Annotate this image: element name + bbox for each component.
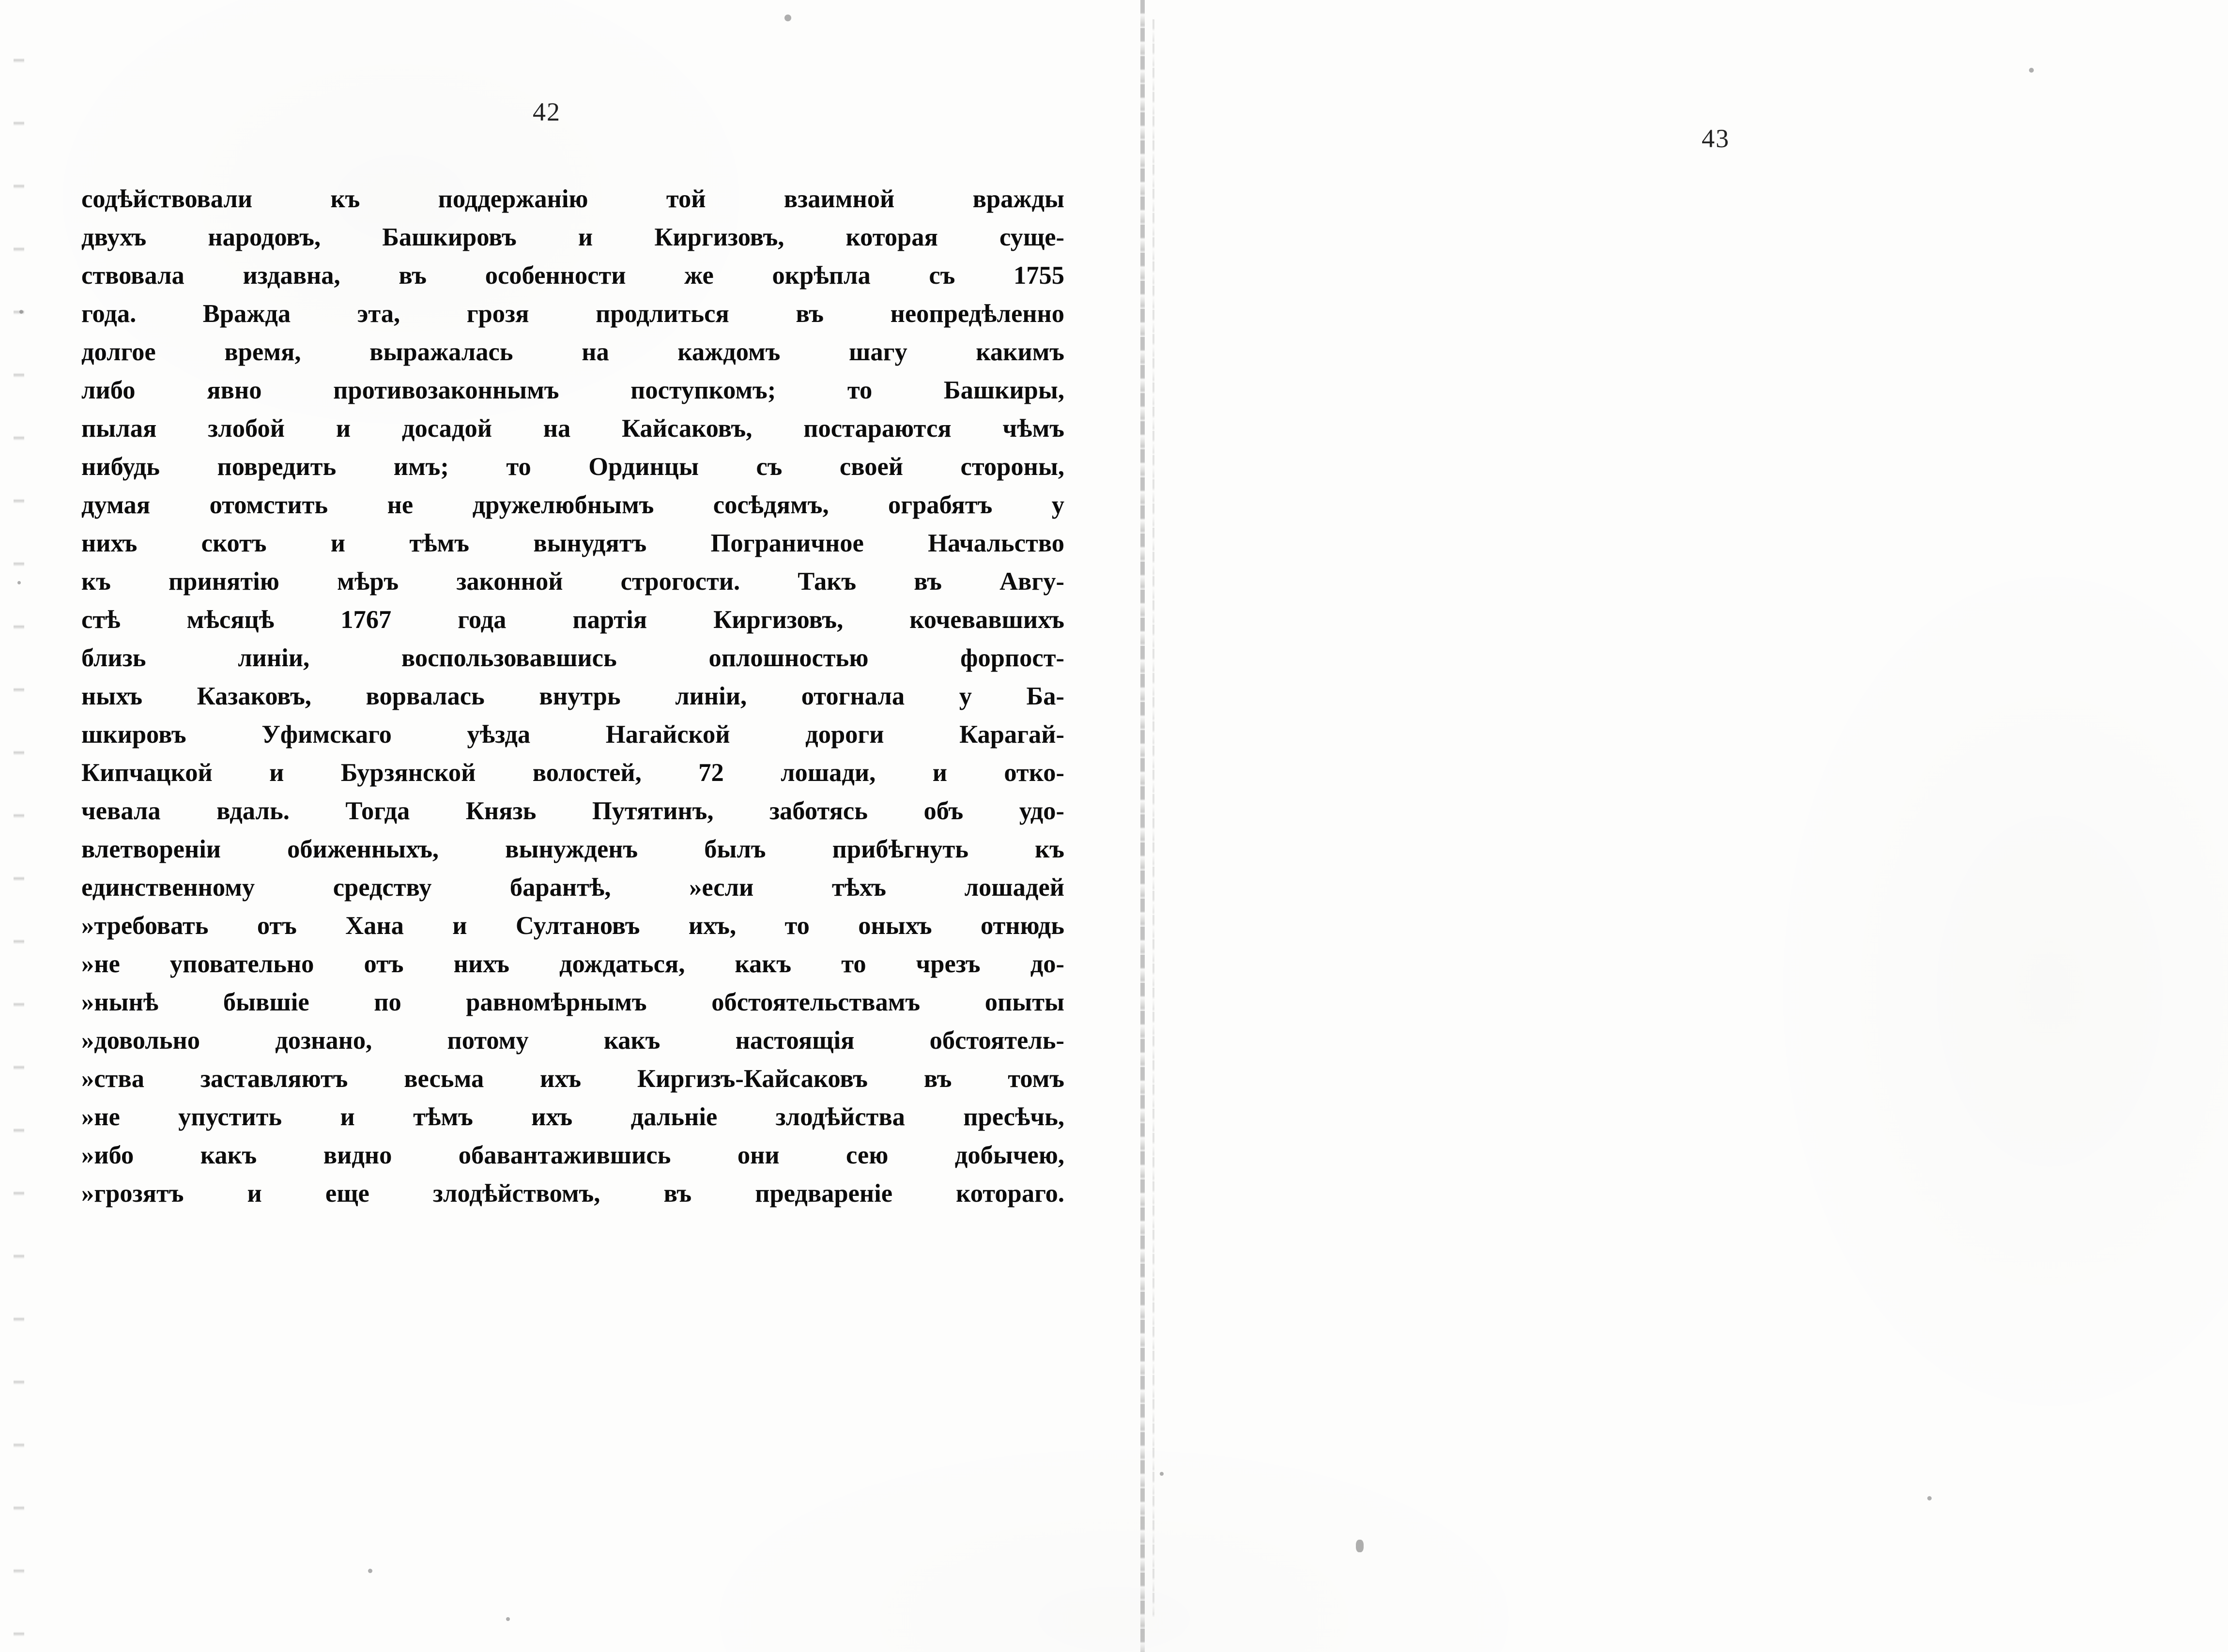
text-line: »ибо какъ видно обавантажившись они сею добычею, [81, 1141, 1064, 1169]
text-line: пылая злобой и досадой на Кайсаковъ, постараются чѣмъ [81, 414, 1064, 443]
text-line: близь линіи, воспользовавшись оплошностью форпост- [81, 644, 1064, 672]
page-right [1145, 0, 2228, 1652]
text-line: ствовала издавна, въ особенности же окрѣпла съ 1755 [81, 261, 1064, 290]
text-line: »не уповательно отъ нихъ дождаться, какъ то чрезъ до- [81, 950, 1064, 978]
text-line: ныхъ Казаковъ, ворвалась внутрь линіи, отогнала у Ба- [81, 682, 1064, 710]
page-number-right: 43 [1702, 124, 1730, 153]
text-line: стѣ мѣсяцѣ 1767 года партія Киргизовъ, кочевавшихъ [81, 606, 1064, 634]
text-line: шкировъ Уфимскаго уѣзда Нагайской дороги Карагай- [81, 720, 1064, 749]
text-line: къ принятію мѣръ законной строгости. Такъ въ Авгу- [81, 567, 1064, 596]
text-line: »грозятъ и еще злодѣйствомъ, въ предвареніе котораго. [81, 1179, 1064, 1208]
text-line: »не упустить и тѣмъ ихъ дальніе злодѣйства пресѣчь, [81, 1103, 1064, 1131]
text-line: влетвореніи обиженныхъ, вынужденъ былъ прибѣгнуть къ [81, 835, 1064, 863]
body-text-left [81, 180, 1064, 1213]
text-line: »ства заставляютъ весьма ихъ Киргизъ-Кайсаковъ въ томъ [81, 1065, 1064, 1093]
text-line: Кипчацкой и Бурзянской волостей, 72 лошади, и отко- [81, 759, 1064, 787]
text-line: долгое время, выражалась на каждомъ шагу какимъ [81, 338, 1064, 366]
text-line: двухъ народовъ, Башкировъ и Киргизовъ, которая суще- [81, 223, 1064, 251]
text-line: »довольно дознано, потому какъ настоящія обстоятель- [81, 1026, 1064, 1055]
book-gutter-line [1140, 0, 1145, 1652]
text-line: нибудь повредить имъ; то Ординцы съ своей стороны, [81, 453, 1064, 481]
page-number-left: 42 [533, 97, 561, 126]
text-line: »нынѣ бывшіе по равномѣрнымъ обстоятельствамъ опыты [81, 988, 1064, 1016]
text-line: содѣйствовали къ поддержанію той взаимной вражды [81, 185, 1064, 213]
text-line: либо явно противозаконнымъ поступкомъ; то Башкиры, [81, 376, 1064, 404]
paragraph [81, 180, 1064, 1213]
text-line: чевала вдаль. Тогда Князь Путятинъ, заботясь объ удо- [81, 797, 1064, 825]
text-line: единственному средству барантѣ, »если тѣхъ лошадей [81, 873, 1064, 902]
text-line: года. Вражда эта, грозя продлиться въ неопредѣленно [81, 300, 1064, 328]
text-line: думая отомстить не дружелюбнымъ сосѣдямъ, ограбятъ у [81, 491, 1064, 519]
text-line: »требовать отъ Хана и Султановъ ихъ, то оныхъ отнюдь [81, 912, 1064, 940]
text-line: нихъ скотъ и тѣмъ вынудятъ Пограничное Начальство [81, 529, 1064, 557]
